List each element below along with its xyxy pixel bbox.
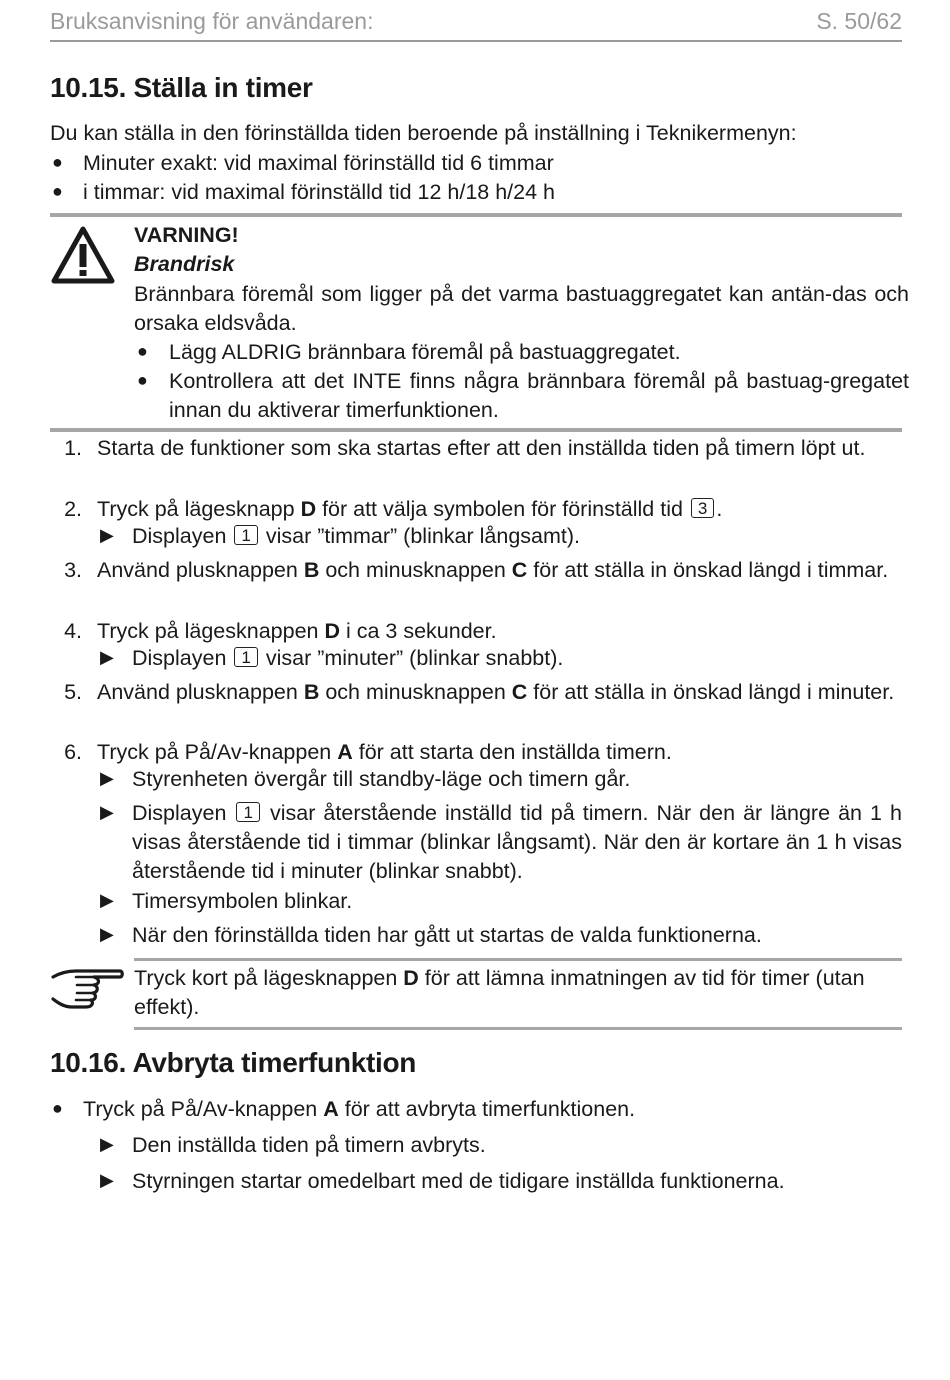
key-d: D	[403, 966, 419, 990]
bullet-icon: ●	[52, 1098, 63, 1118]
result-arrow-icon: ▶	[100, 647, 114, 667]
symbol-ref-box: 3	[691, 498, 714, 518]
step-number: 1.	[64, 436, 82, 460]
step-number: 2.	[64, 497, 82, 521]
key-b: B	[303, 558, 320, 582]
step-text: Tryck på lägesknapp D för att välja symbolen för förinställd tid 3 .	[97, 497, 723, 521]
step-result: Styrningen startar omedelbart med de tidigare inställda funktionerna.	[132, 1169, 785, 1193]
key-a: A	[323, 1097, 339, 1121]
warning-bullet: Kontrollera att det INTE finns några brännbara föremål på bastuag-gregatet innan du aktiverar timerfunktionen.	[169, 369, 909, 422]
note-text: Tryck kort på lägesknappen D för att lämna inmatningen av tid för timer (utan effekt).	[134, 966, 865, 1019]
step-number: 3.	[64, 558, 82, 582]
display-ref-box: 1	[234, 525, 257, 545]
bullet-icon: ●	[137, 370, 148, 390]
step-number: 5.	[64, 680, 82, 704]
list-item: i timmar: vid maximal förinställd tid 12 h/18 h/24 h	[83, 180, 556, 204]
result-arrow-icon: ▶	[100, 525, 114, 545]
bullet-icon: ●	[137, 341, 148, 361]
warning-subtitle: Brandrisk	[134, 252, 235, 276]
page-header	[50, 4, 902, 42]
key-d: D	[324, 619, 341, 643]
step-text: Tryck på På/Av-knappen A för att starta den inställda timern.	[97, 740, 672, 764]
result-arrow-icon: ▶	[100, 768, 114, 788]
warning-bullet: Lägg ALDRIG brännbara föremål på bastuaggregatet.	[169, 340, 681, 364]
key-a: A	[337, 740, 353, 764]
warning-triangle-icon	[50, 225, 116, 285]
warning-text: Brännbara föremål som ligger på det varma bastuaggregatet kan antän-das och orsaka eldsvåda.	[134, 282, 909, 335]
bullet-icon: ●	[52, 152, 63, 172]
key-b: B	[303, 680, 320, 704]
step-result: Displayen 1 visar återstående inställd tid på timern. När den är längre än 1 h visas återstående tid i timmar (blinkar långsamt). När den är kortare än 1 h visas återstående tid i minuter (blinkar snabbt).	[132, 801, 902, 883]
note-bottom-rule	[134, 1027, 902, 1030]
result-arrow-icon: ▶	[100, 890, 114, 910]
step-text: Använd plusknappen B och minusknappen C för att ställa in önskad längd i minuter.	[97, 680, 895, 704]
key-c: C	[511, 558, 528, 582]
step-text: Starta de funktioner som ska startas efter att den inställda tiden på timern löpt ut.	[97, 436, 866, 460]
pointing-hand-icon	[50, 965, 124, 1009]
step-result: När den förinställda tiden har gått ut startas de valda funktionerna.	[132, 923, 762, 947]
step-text: Tryck på lägesknappen D i ca 3 sekunder.	[97, 619, 497, 643]
step-result: Timersymbolen blinkar.	[132, 889, 353, 913]
list-item: Tryck på På/Av-knappen A för att avbryta timerfunktionen.	[83, 1097, 636, 1121]
result-arrow-icon: ▶	[100, 924, 114, 944]
warning-label: VARNING!	[134, 223, 239, 247]
step-text: Använd plusknappen B och minusknappen C för att ställa in önskad längd i timmar.	[97, 558, 889, 582]
page-number: S. 50/62	[816, 8, 902, 34]
step-result: Displayen 1 visar ”minuter” (blinkar snabbt).	[132, 646, 564, 670]
key-c: C	[511, 680, 528, 704]
step-result: Styrenheten övergår till standby-läge och timern går.	[132, 767, 631, 791]
warning-bottom-rule	[50, 428, 902, 432]
bullet-icon: ●	[52, 181, 63, 201]
display-ref-box: 1	[234, 647, 257, 667]
section-heading-timer: 10.15. Ställa in timer	[50, 72, 313, 103]
intro-text: Du kan ställa in den förinställda tiden beroende på inställning i Teknikermenyn:	[50, 121, 797, 145]
step-number: 4.	[64, 619, 82, 643]
step-result: Den inställda tiden på timern avbryts.	[132, 1133, 486, 1157]
header-title: Bruksanvisning för användaren:	[50, 8, 374, 34]
step-result: Displayen 1 visar ”timmar” (blinkar långsamt).	[132, 524, 581, 548]
section-heading-cancel-timer: 10.16. Avbryta timerfunktion	[50, 1047, 417, 1078]
result-arrow-icon: ▶	[100, 1170, 114, 1190]
key-d: D	[300, 497, 317, 521]
list-item: Minuter exakt: vid maximal förinställd tid 6 timmar	[83, 151, 554, 175]
result-arrow-icon: ▶	[100, 1134, 114, 1154]
step-number: 6.	[64, 740, 82, 764]
note-top-rule	[134, 958, 902, 961]
result-arrow-icon: ▶	[100, 802, 114, 822]
warning-top-rule	[50, 213, 902, 217]
display-ref-box: 1	[236, 802, 259, 822]
